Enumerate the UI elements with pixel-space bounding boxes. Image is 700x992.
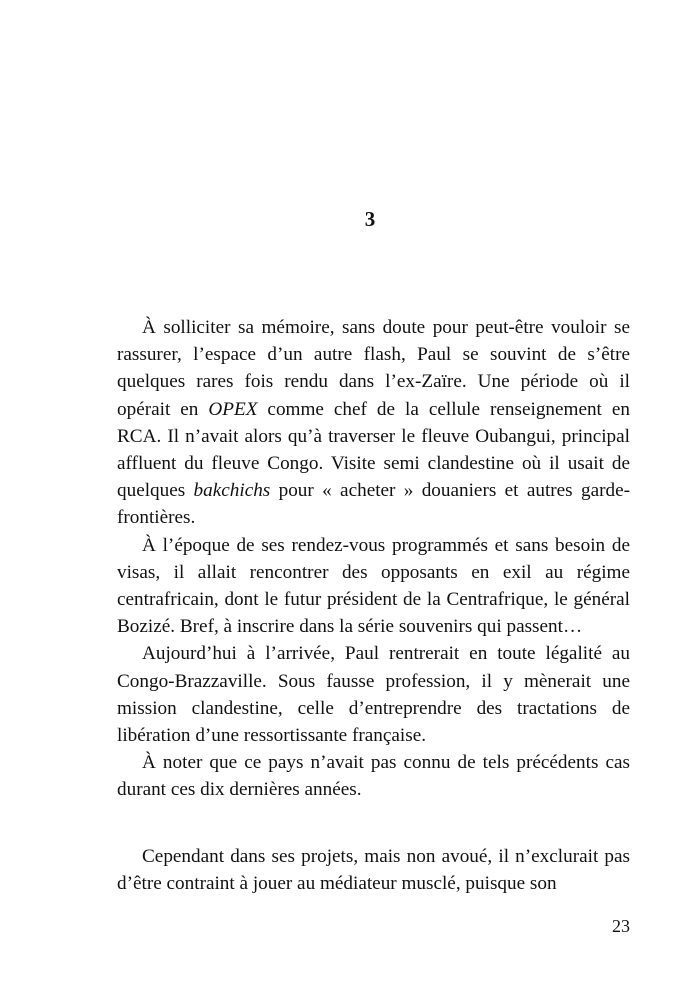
chapter-number: 3: [364, 207, 376, 231]
paragraph-5: Cependant dans ses projets, mais non avoué, il n’exclurait pas d’être contraint à jouer au médiateur musclé, puisque son: [117, 846, 630, 895]
paragraph-1-part-2: comme chef de la cellule renseignement en RCA. Il n’avait alors qu’à traverser le fleuve Oubangui, principal affluent du fleuve Congo. Visite semi clandestine où il usait de quelques: [117, 398, 630, 502]
body-text-continued: [117, 843, 630, 897]
paragraph-1-part-1: À solliciter sa mémoire, sans doute pour peut-être vouloir se rassurer, l’espace d’un autre flash, Paul se souvint de s’être quelques rares fois rendu dans l’ex-Zaïre. Une période où il opérait en: [117, 317, 630, 420]
paragraph-1-part-3: pour « acheter » douaniers et autres garde-frontières.: [117, 480, 630, 529]
page-number: 23: [612, 916, 630, 936]
paragraph-1: [117, 314, 630, 532]
body-text: [117, 314, 630, 804]
paragraph-2: À l’époque de ses rendez-vous programmés et sans besoin de visas, il allait rencontrer des opposants en exil au régime centrafricain, dont le futur président de la Centrafrique, le général Bozizé. Bref, à inscrire dans la série souvenirs qui passent…: [117, 534, 630, 638]
paragraph-4: À noter que ce pays n’avait pas connu de tels précédents cas durant ces dix dernières années.: [117, 752, 630, 801]
emphasis-opex: OPEX: [208, 398, 258, 420]
emphasis-bakchichs: bakchichs: [193, 480, 271, 502]
paragraph-3: Aujourd’hui à l’arrivée, Paul rentrerait en toute légalité au Congo-Brazzaville. Sous fausse profession, il y mènerait une mission clandestine, celle d’entreprendre des tractations de libération d’une ressortissante française.: [117, 643, 630, 747]
